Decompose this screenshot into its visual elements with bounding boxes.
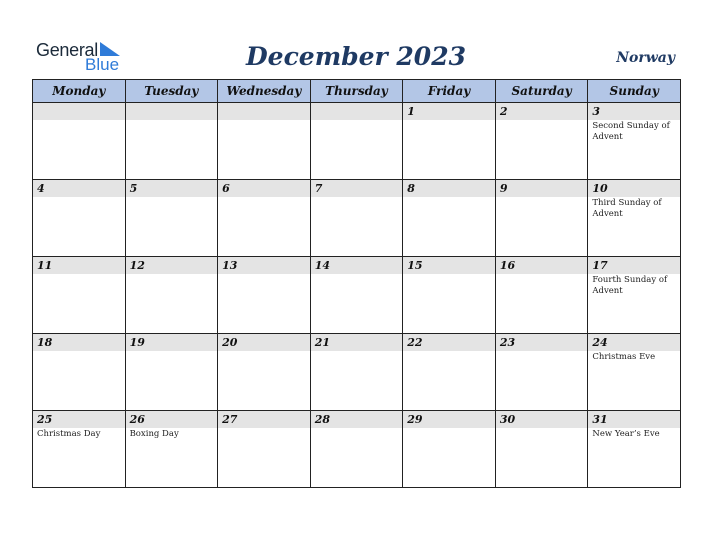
holiday-label [33,197,125,198]
holiday-label [403,428,495,429]
day-number-bar [403,103,495,120]
holiday-label: Third Sunday of Advent [592,198,662,219]
day-cell[interactable] [310,103,403,180]
day-number: 23 [499,336,516,349]
holiday-label [33,120,125,121]
day-cell[interactable] [403,411,496,488]
day-number: 15 [407,259,423,272]
holiday-label [126,351,218,352]
day-cell[interactable] [403,103,496,180]
holiday-label [218,197,310,198]
day-cell[interactable] [33,180,126,257]
logo-text-blue: Blue [85,55,120,74]
day-number: 16 [499,259,516,272]
day-cell[interactable] [218,103,311,180]
holiday-label: Boxing Day [129,429,179,439]
day-cell[interactable] [218,334,311,411]
day-number: 18 [37,336,53,349]
day-cell[interactable] [125,334,218,411]
day-cell[interactable] [495,180,588,257]
day-number: 8 [407,182,415,195]
day-cell[interactable] [495,411,588,488]
day-cell[interactable] [218,257,311,334]
day-cell[interactable] [125,103,218,180]
holiday-label [403,274,495,275]
day-cell[interactable] [588,257,681,334]
holiday-label [403,351,495,352]
day-number-bar [311,257,403,274]
day-cell[interactable] [310,257,403,334]
day-number: 28 [314,413,330,426]
day-number-bar [588,180,680,197]
holiday-label [33,274,125,275]
day-cell[interactable] [403,257,496,334]
week-row [33,103,681,180]
day-number-bar [33,334,125,351]
day-number: 30 [499,413,516,426]
day-number-bar [403,257,495,274]
logo-text-general: General [36,40,98,60]
day-cell[interactable] [588,411,681,488]
day-cell[interactable] [125,257,218,334]
holiday-label [218,274,310,275]
day-number: 17 [592,259,608,272]
weekday-header: Sunday [588,80,681,103]
holiday-label [403,120,495,121]
day-number: 6 [222,182,230,195]
holiday-label: New Year’s Eve [592,429,660,439]
country-label: Norway [616,50,675,66]
holiday-label [496,274,588,275]
day-number-bar [311,334,403,351]
day-number: 7 [314,182,323,195]
day-cell[interactable] [33,257,126,334]
holiday-label [311,351,403,352]
day-number: 20 [222,336,238,349]
day-number-bar [218,334,310,351]
day-cell[interactable] [310,180,403,257]
day-number: 14 [314,259,330,272]
day-number-bar [403,180,495,197]
day-number-bar [496,103,588,120]
day-number-bar [311,103,403,120]
weekday-header: Thursday [310,80,403,103]
day-number-bar [496,411,588,428]
day-number: 1 [407,105,415,118]
day-number-bar [126,103,218,120]
weekday-header-row [33,80,681,103]
holiday-label: Fourth Sunday of Advent [592,275,668,296]
week-row [33,257,681,334]
day-number-bar [33,180,125,197]
day-number-bar [311,411,403,428]
holiday-label [126,274,218,275]
day-number-bar [126,180,218,197]
day-number: 27 [222,413,238,426]
day-cell[interactable] [218,180,311,257]
calendar-grid [32,79,681,488]
day-number-bar [496,334,588,351]
day-number: 11 [37,259,53,272]
day-number-bar [126,411,218,428]
holiday-label [311,274,403,275]
day-number-bar [403,411,495,428]
weekday-header: Friday [403,80,496,103]
day-number: 29 [407,413,423,426]
day-cell[interactable] [33,411,126,488]
day-cell[interactable] [588,334,681,411]
day-cell[interactable] [310,411,403,488]
day-cell[interactable] [403,334,496,411]
day-number: 9 [499,182,508,195]
weekday-header: Wednesday [218,80,311,103]
day-number-bar [218,180,310,197]
week-row [33,180,681,257]
holiday-label [403,197,495,198]
day-number: 5 [129,182,138,195]
weekday-header: Tuesday [125,80,218,103]
day-number: 3 [592,105,601,118]
day-cell[interactable] [495,334,588,411]
day-cell[interactable] [310,334,403,411]
day-number-bar [218,411,310,428]
day-number: 12 [129,259,145,272]
day-number: 2 [499,105,508,118]
holiday-label [311,428,403,429]
holiday-label [126,197,218,198]
weekday-header: Monday [33,80,126,103]
holiday-label [496,120,588,121]
day-number-bar [588,103,680,120]
day-cell[interactable] [218,411,311,488]
day-number-bar [588,411,680,428]
day-number-bar [496,180,588,197]
weekday-header: Saturday [495,80,588,103]
day-number-bar [33,103,125,120]
day-number-bar [33,411,125,428]
holiday-label [126,120,218,121]
holiday-label [311,120,403,121]
day-cell[interactable] [33,103,126,180]
day-number: 10 [592,182,608,195]
holiday-label [218,120,310,121]
day-cell[interactable] [125,180,218,257]
day-number: 26 [129,413,145,426]
day-number-bar [33,257,125,274]
holiday-label [218,351,310,352]
day-number-bar [126,334,218,351]
day-number: 19 [129,336,145,349]
day-cell[interactable] [495,103,588,180]
day-number-bar [496,257,588,274]
holiday-label: Christmas Eve [592,352,656,362]
day-number-bar [588,334,680,351]
day-number-bar [311,180,403,197]
week-row [33,334,681,411]
calendar-title: December 2023 [245,42,466,71]
day-number: 13 [222,259,238,272]
holiday-label: Christmas Day [37,429,101,439]
day-cell[interactable] [403,180,496,257]
holiday-label [496,351,588,352]
day-number: 21 [314,336,330,349]
holiday-label [218,428,310,429]
day-cell[interactable] [33,334,126,411]
holiday-label [496,428,588,429]
holiday-label: Second Sunday of Advent [592,121,670,142]
holiday-label [496,197,588,198]
day-number-bar [588,257,680,274]
holiday-label [33,351,125,352]
day-number: 25 [37,413,53,426]
day-number-bar [126,257,218,274]
week-row [33,411,681,488]
day-number-bar [218,257,310,274]
day-number-bar [403,334,495,351]
day-number: 31 [592,413,608,426]
day-number-bar [218,103,310,120]
day-number: 22 [407,336,423,349]
day-number: 24 [592,336,608,349]
day-cell[interactable] [588,103,681,180]
day-cell[interactable] [125,411,218,488]
holiday-label [311,197,403,198]
day-cell[interactable] [495,257,588,334]
day-cell[interactable] [588,180,681,257]
day-number: 4 [37,182,45,195]
